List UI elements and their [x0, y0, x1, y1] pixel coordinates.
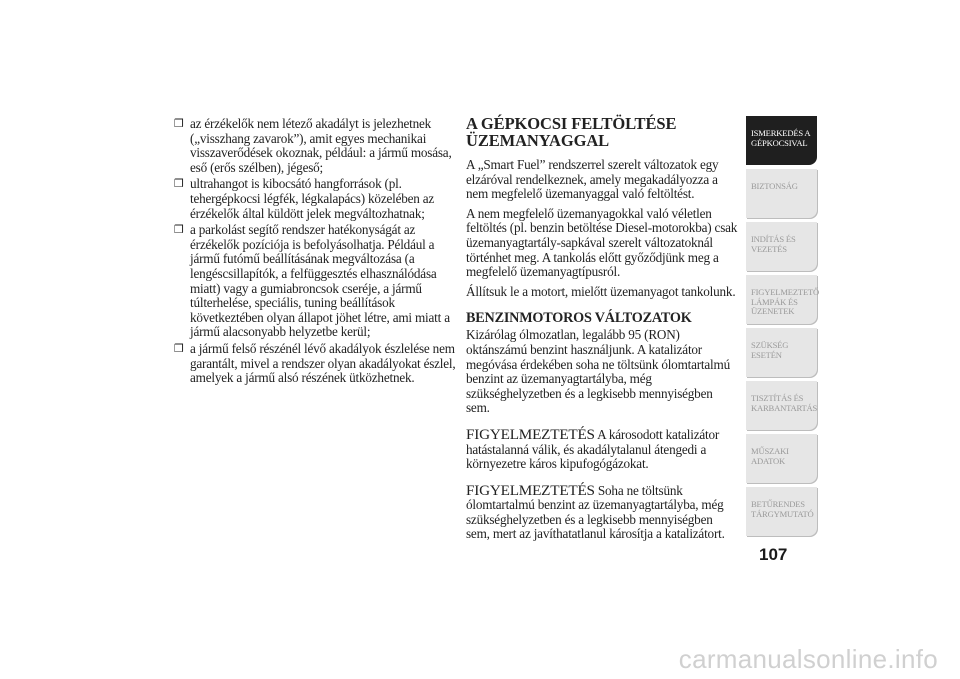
warning-block: [466, 481, 738, 542]
tab-muszaki[interactable]: MŰSZAKI ADATOK: [746, 434, 817, 483]
page-number: 107: [759, 545, 788, 564]
section-title: A GÉPKOCSI FELTÖLTÉSE ÜZEMANYAGGAL: [466, 114, 677, 150]
left-column: [174, 117, 456, 388]
chapter-tabs: [746, 116, 820, 540]
bullet-item: [174, 342, 456, 386]
warning-label: FIGYELMEZTETÉS: [466, 425, 595, 443]
warning-label: FIGYELMEZTETÉS: [466, 481, 595, 499]
tab-biztonsag[interactable]: BIZTONSÁG: [746, 169, 817, 218]
warning-block: [466, 425, 738, 472]
checkbox-bullet-icon: ❒: [174, 177, 184, 191]
bullet-item: [174, 117, 456, 175]
tab-inditas[interactable]: INDÍTÁS ÉS VEZETÉS: [746, 222, 817, 271]
tab-targymutato[interactable]: BETŰRENDES TÁRGYMUTATÓ: [746, 487, 817, 536]
tab-tisztitas[interactable]: TISZTÍTÁS ÉS KARBANTARTÁS: [746, 381, 817, 430]
paragraph: A nem megfelelő üzemanyagokkal való véletlen feltöltés (pl. benzin betöltése Diesel-motorokba) csak üzemanyagtartály-sapkával szerelt változatoknál történhet meg. A tankolás előtt győződjünk meg a megfelelő üzemanyagtípusról.: [466, 205, 738, 280]
bullet-item: [174, 177, 456, 221]
bullet-text: ultrahangot is kibocsátó hangforrások (pl. tehergépkocsi légfék, légkalapács) közelében az érzékelők által küldött jelek megváltozhatnak;: [190, 176, 435, 221]
warning-text: A károsodott katalizátor hatástalanná válik, és akadálytalanul átengedi a környezetre káros kipufogógázokat.: [466, 426, 720, 472]
bullet-text: az érzékelők nem létező akadályt is jelezhetnek („visszhang zavarok”), amit egyes mechanikai visszaverődések okoznak, például: a jármű mosása, eső (erős szélben), jégeső;: [190, 116, 452, 175]
checkbox-bullet-icon: ❒: [174, 341, 184, 355]
bullet-text: a parkolást segítő rendszer hatékonyságát az érzékelők pozíciója is befolyásolhatja. Például a jármű futómű beállításának megváltozása (a lengéscsillapítók, a felfüggesztés elhasználódása miatt) vagy a gumiabroncsok cseréje, a jármű túlterhelése, speciális, tuning beállítások következtében olyan állapot jöhet létre, ami miatt a jármű alacsonyabb helyzetbe kerül;: [190, 222, 450, 340]
bullet-text: a jármű felső részénél lévő akadályok észlelése nem garantált, mivel a rendszer olyan akadályokat észlel, amelyek a jármű alsó részének ütközhetnek.: [190, 340, 456, 386]
tab-szukseg[interactable]: SZÜKSÉG ESETÉN: [746, 328, 817, 377]
checkbox-bullet-icon: ❒: [174, 223, 184, 237]
warning-text: Soha ne töltsünk ólomtartalmú benzint az üzemanyagtartályba, még szükséghelyzetben és a legkisebb mennyiségben sem, mert az javíthatatlanul károsítja a katalizátort.: [466, 482, 725, 542]
paragraph: Állítsuk le a motort, mielőtt üzemanyagot tankolunk.: [466, 283, 736, 299]
watermark: carmanualsonline.info: [678, 644, 938, 674]
paragraph: A „Smart Fuel” rendszerrel szerelt változatok egy elzáróval rendelkeznek, amely megakadályozza a nem megfelelő üzemanyaggal való feltöltést.: [466, 157, 719, 202]
right-column: [466, 116, 738, 547]
checkbox-bullet-icon: ❒: [174, 117, 184, 130]
tab-figyelmezteto[interactable]: FIGYELMEZTETŐ LÁMPÁK ÉS ÜZENETEK: [746, 275, 817, 324]
tab-ismerkedes[interactable]: ISMERKEDÉS A GÉPKOCSIVAL: [746, 116, 817, 165]
bullet-item: [174, 223, 456, 340]
paragraph: Kizárólag ólmozatlan, legalább 95 (RON) oktánszámú benzint használjunk. A katalizátor megóvása érdekében soha ne töltsünk ólomtartalmú benzint az üzemanyagtartályba, még szükséghelyzetben és a legkisebb mennyiségben sem.: [466, 327, 730, 416]
subsection-title: BENZINMOTOROS VÁLTOZATOK: [466, 310, 692, 327]
